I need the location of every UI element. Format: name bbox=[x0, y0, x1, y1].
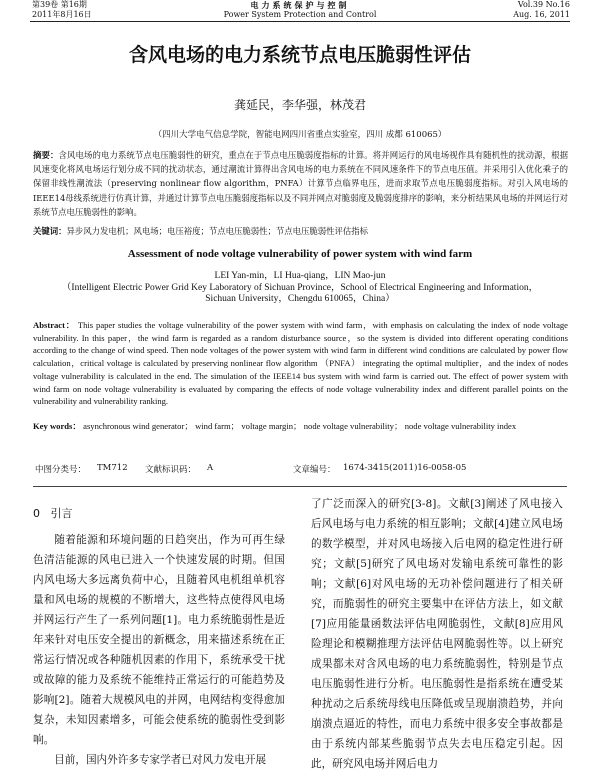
english-affiliation-line-2: Sichuan University，Chengdu 610065，China） bbox=[205, 294, 395, 304]
keywords-en-label: Key words： bbox=[33, 421, 81, 431]
abstract-cn-text: 含风电场的电力系统节点电压脆弱性的研究，重点在于节点电压脆弱度指标的计算。将并网运行的风电场视作具有随机性的扰动源，根据风速变化将风电场运行划分成不同的扰动状态，通过潮流计算得出含风电场的电力系统在不同风速条件下的节点电压值。并采用引入优化乘子的保留非线性潮流法（preserving nonlinear flow algorithm，PNFA）计算节点临界电压，进而求取节点电压脆弱度指标。对引入风电场的IEEE14母线系统进行仿真计算，并通过计算节点电压脆弱度指标以及不同并网点对脆弱度及脆弱度排序的影响，来分析结果风电场的并网运行对系统节点电压脆弱性的影响。 bbox=[33, 150, 568, 217]
keywords-cn bbox=[33, 224, 568, 238]
abstract-en-label: Abstract： bbox=[33, 320, 76, 330]
section-title: 引言 bbox=[50, 507, 73, 520]
doc-code-value: A bbox=[207, 463, 214, 473]
affiliation: （四川大学电气信息学院，智能电网四川省重点实验室，四川 成都 610065） bbox=[153, 130, 447, 140]
header-date-cn: 2011年8月16日 bbox=[32, 10, 92, 19]
journal-title-en: Power System Protection and Control bbox=[223, 10, 377, 19]
paper-title: 含风电场的电力系统节点电压脆弱性评估 bbox=[128, 44, 471, 66]
abstract-cn-label: 摘要： bbox=[33, 150, 59, 160]
english-author-block bbox=[0, 271, 600, 306]
english-title: Assessment of node voltage vulnerability of power system with wind farm bbox=[127, 248, 473, 260]
keywords-en-text: asynchronous wind generator； wind farm； voltage margin； node voltage vulnerability； node voltage vulnerability index bbox=[83, 421, 517, 431]
journal-header bbox=[0, 0, 600, 22]
english-affiliation-line-1: （Intelligent Electric Power Grid Key Laboratory of Sichuan Province，School of Electrical Engineering and Information， bbox=[61, 282, 539, 293]
header-rule bbox=[30, 21, 570, 22]
body-left-column bbox=[33, 496, 285, 770]
intro-paragraph-continued: 了广泛而深入的研究[3-8]。文献[3]阐述了风电接入后风电场与电力系统的相互影响；文献[4]建立风电场的数学模型，并对风电场接入后电网的稳定性进行研究；文献[5]研究了风电场对发输电系统可靠性的影响；文献[6]对风电场的无功补偿问题进行了相关研究，而脆弱性的研究主要集中在评估方法上，如文献[7]应用能量函数法评估电网脆弱性，文献[8]应用风险理论和模糊推理方法评估电网脆弱性等。以上研究成果都未对含风电场的电力系统脆弱性，特别是节点电压脆弱性进行分析。电压脆弱性是指系统在遭受某种扰动之后系统母线电压降低或呈现崩溃趋势，并向崩溃点逼近的特性，而电力系统中很多安全事故都是由于系统内部某些脆弱节点失去电压稳定引起。因此，研究风电场并网后电力 bbox=[311, 498, 563, 770]
intro-paragraph-2: 目前，国内外许多专家学者已对风力发电开展 bbox=[54, 754, 267, 766]
article-no-value: 1674-3415(2011)16-0058-05 bbox=[343, 463, 467, 473]
abstract-en bbox=[33, 319, 568, 408]
keywords-cn-text: 异步风力发电机；风电场；电压裕度；节点电压脆弱性；节点电压脆弱性评估指标 bbox=[66, 226, 368, 236]
section-number: 0 bbox=[33, 507, 40, 520]
clc-value: TM712 bbox=[97, 463, 128, 473]
header-date-en: Aug. 16, 2011 bbox=[513, 10, 570, 19]
header-left bbox=[32, 0, 92, 20]
header-right bbox=[513, 0, 570, 20]
clc-label: 中图分类号： bbox=[35, 465, 87, 475]
abstract-cn bbox=[33, 148, 568, 219]
header-volume-en: Vol.39 No.16 bbox=[517, 0, 570, 9]
header-center bbox=[200, 0, 400, 20]
english-authors: LEI Yan-min，LI Hua-qiang，LIN Mao-jun bbox=[214, 271, 386, 281]
body-right-column bbox=[311, 494, 563, 774]
intro-paragraph-1: 随着能源和环境问题的日趋突出，作为可再生绿色清洁能源的风电已进入一个快速发展的时期。但国内风电场大多远离负荷中心，且随着风电机组单机容量和风电场的规模的不断增大，这些特点使得风电场并网运行产生了一系列问题[1]。电力系统脆弱性是近年来针对电压安全提出的新概念，用来描述系统在正常运行情况或各种随机因素的作用下，系统承受干扰或故障的能力及系统不能维持正常运行的可能趋势及影响[2]。随着大规模风电的并网，电网结构变得愈加复杂，未知因素增多，可能会使系统的脆弱性受到影响。 bbox=[33, 534, 285, 746]
journal-title-cn: 电力系统保护与控制 bbox=[250, 0, 350, 10]
section-heading-intro bbox=[33, 504, 285, 524]
keywords-en bbox=[33, 420, 568, 433]
keywords-cn-label: 关键词： bbox=[33, 226, 67, 236]
header-volume-cn: 第39卷 第16期 bbox=[32, 0, 87, 9]
doc-code-label: 文献标识码： bbox=[145, 465, 197, 475]
article-no-label: 文章编号： bbox=[293, 465, 336, 475]
abstract-en-text: This paper studies the voltage vulnerability of the power system with wind farm，with emphasis on calculating the index of node voltage vulnerability. In this paper，the wind farm is regarded as a random disturbance source，so the system is divided into different operating conditions according to the change of wind speed. Then node voltages of the power system with wind farm in different wind conditions are calculated by power flow calculation，critical voltage is calculated by preserving nonlinear flow algorithm （PNFA） integrating the optimal multiplier，and the index of nodes voltage vulnerability is calculated in the end. The simulation of the IEEE14 bus system with wind farm is carried out. The effect of power system with wind farm on node voltage vulnerability is evaluated by comparing the effects of node voltage vulnerability index and different parallel points on the vulnerability and vulnerability ranking. bbox=[33, 320, 568, 407]
body-separator bbox=[33, 486, 567, 487]
author-list: 龚延民，李华强，林茂君 bbox=[233, 98, 366, 112]
